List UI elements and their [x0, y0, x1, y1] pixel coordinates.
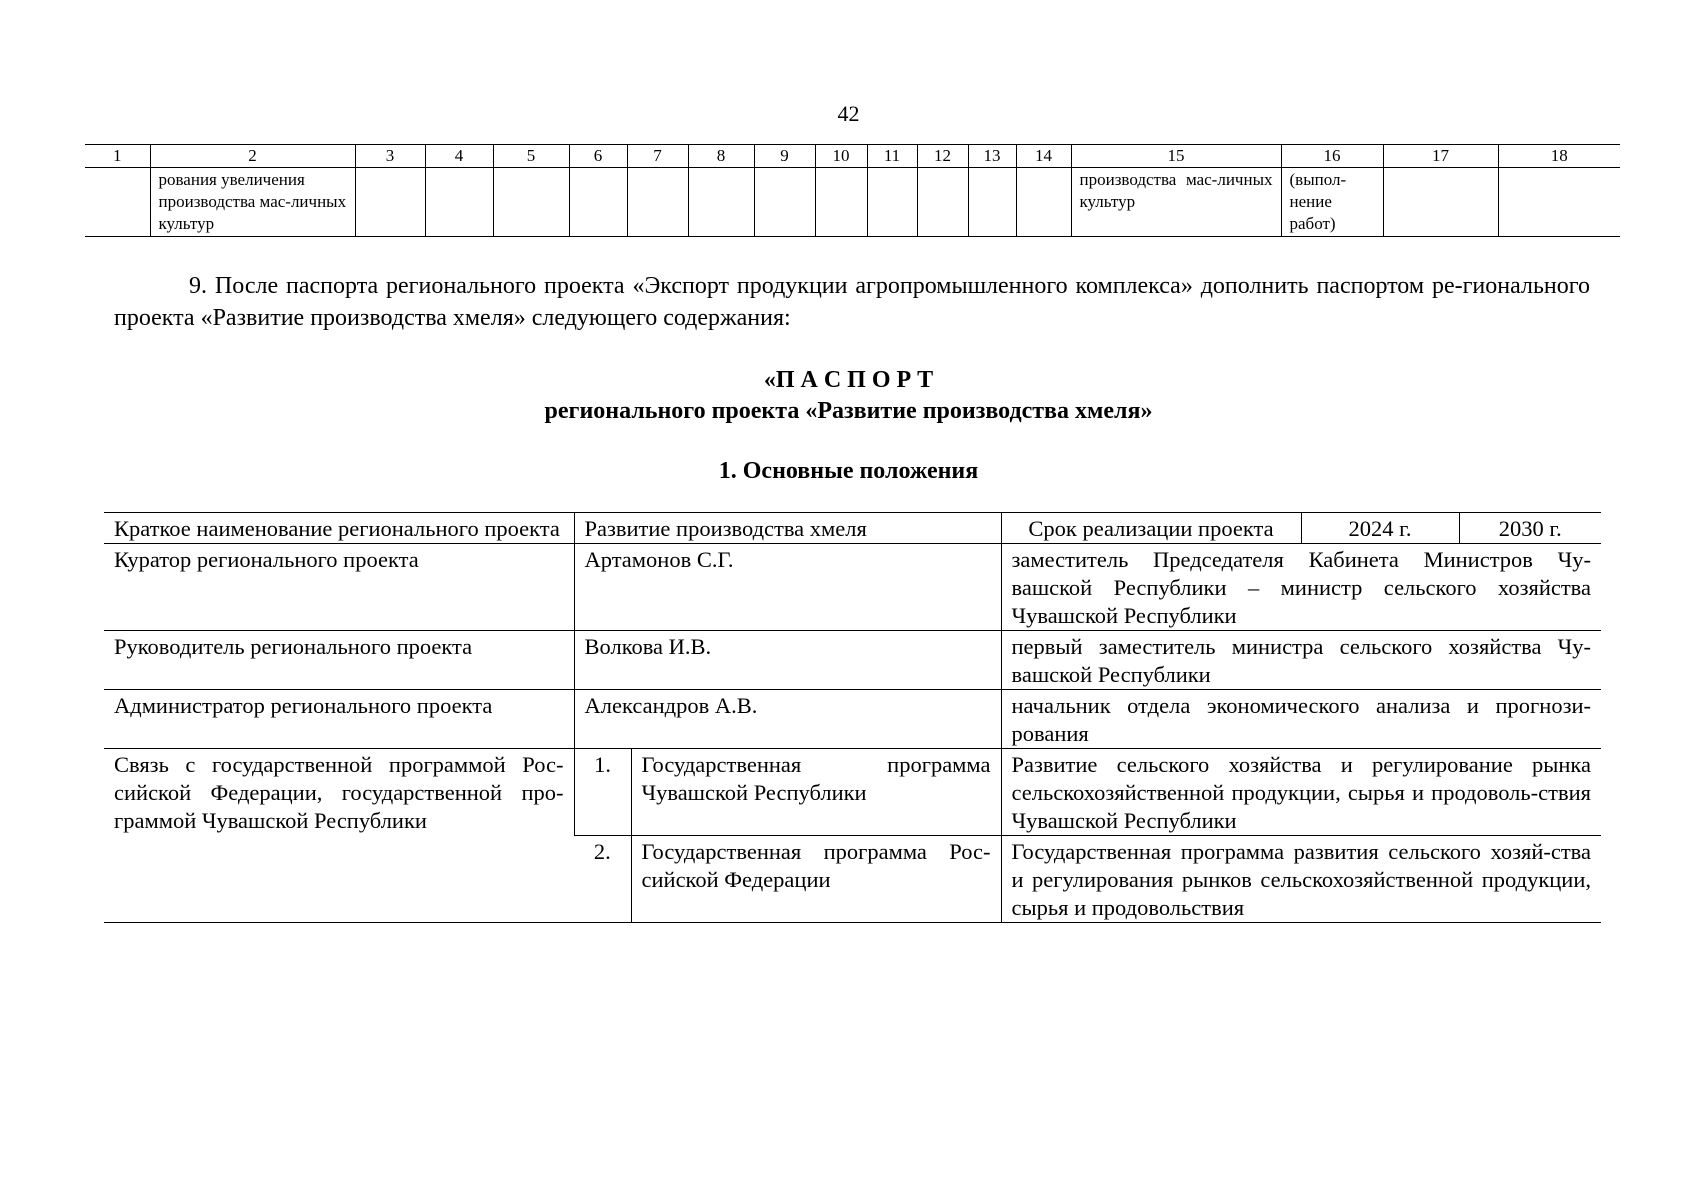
- program-type: Государственная программа Рос-сийской Федерации: [631, 836, 1001, 923]
- table-cell: [627, 168, 688, 237]
- table-cell: [754, 168, 815, 237]
- curator-label: Куратор регионального проекта: [104, 544, 574, 631]
- table-cell: [1383, 168, 1498, 237]
- page-number: 42: [837, 101, 860, 126]
- column-header: 5: [493, 145, 569, 168]
- column-header: 8: [688, 145, 754, 168]
- column-header: 13: [968, 145, 1016, 168]
- term-end: 2030 г.: [1459, 513, 1601, 544]
- column-header: 14: [1016, 145, 1071, 168]
- short-name-value: Развитие производства хмеля: [574, 513, 1001, 544]
- table-cell: [493, 168, 569, 237]
- program-type: Государственная программа Чувашской Республики: [631, 749, 1001, 836]
- column-header: 16: [1281, 145, 1383, 168]
- column-header: 10: [815, 145, 867, 168]
- table-cell: [968, 168, 1016, 237]
- continuation-row: [85, 168, 1620, 237]
- table-cell: [1498, 168, 1620, 237]
- table-row: [104, 513, 1601, 544]
- intro-paragraph: 9. После паспорта регионального проекта «Экспорт продукции агропромышленного комплекса» дополнить паспортом ре-гионального проекта «Развитие производства хмеля» следующего содержания:: [114, 273, 1590, 331]
- column-header: 6: [569, 145, 627, 168]
- column-header: 3: [355, 145, 425, 168]
- column-header: 11: [867, 145, 917, 168]
- main-positions-table: [104, 512, 1601, 923]
- passport-title: «П А С П О Р Т: [763, 367, 934, 393]
- column-header: 9: [754, 145, 815, 168]
- program-number: 1.: [574, 749, 631, 836]
- table-row: [104, 631, 1601, 690]
- column-header: 15: [1071, 145, 1281, 168]
- table-cell: [85, 168, 150, 237]
- table-cell: [1016, 168, 1071, 237]
- table-row: [104, 544, 1601, 631]
- table-cell: [569, 168, 627, 237]
- term-label: Срок реализации проекта: [1001, 513, 1301, 544]
- continuation-table: [85, 144, 1620, 237]
- table-row: [104, 690, 1601, 749]
- admin-name: Александров А.В.: [574, 690, 1001, 749]
- program-name: Государственная программа развития сельского хозяй-ства и регулирования рынков сельскохозяйственной продукции, сырья и продовольствия: [1001, 836, 1601, 923]
- table-cell: [815, 168, 867, 237]
- table-cell: производства мас-личных культур: [1071, 168, 1281, 237]
- column-header: 2: [150, 145, 355, 168]
- column-header: 1: [85, 145, 150, 168]
- term-start: 2024 г.: [1301, 513, 1459, 544]
- program-number: 2.: [574, 836, 631, 923]
- table-cell: [688, 168, 754, 237]
- head-name: Волкова И.В.: [574, 631, 1001, 690]
- column-header: 7: [627, 145, 688, 168]
- passport-subtitle: регионального проекта «Развитие производства хмеля»: [544, 398, 1153, 424]
- admin-position: начальник отдела экономического анализа и прогнози-рования: [1001, 690, 1601, 749]
- table-cell: [425, 168, 493, 237]
- column-header: 12: [917, 145, 968, 168]
- table-cell: [917, 168, 968, 237]
- head-label: Руководитель регионального проекта: [104, 631, 574, 690]
- short-name-label: Краткое наименование регионального проекта: [104, 513, 574, 544]
- curator-position: заместитель Председателя Кабинета Министров Чу-вашской Республики – министр сельского хозяйства Чувашской Республики: [1001, 544, 1601, 631]
- column-header: 17: [1383, 145, 1498, 168]
- program-link-label: Связь с государственной программой Рос-сийской Федерации, государственной про-граммой Чувашской Республики: [104, 749, 574, 923]
- program-name: Развитие сельского хозяйства и регулирование рынка сельскохозяйственной продукции, сырья и продоволь-ствия Чувашской Республики: [1001, 749, 1601, 836]
- table-row: [104, 749, 1601, 836]
- section-title: 1. Основные положения: [718, 458, 979, 484]
- table-cell: [355, 168, 425, 237]
- table-cell: [867, 168, 917, 237]
- table-cell: (выпол-нение работ): [1281, 168, 1383, 237]
- column-header: 4: [425, 145, 493, 168]
- head-position: первый заместитель министра сельского хозяйства Чу-вашской Республики: [1001, 631, 1601, 690]
- curator-name: Артамонов С.Г.: [574, 544, 1001, 631]
- continuation-header-row: [85, 145, 1620, 168]
- column-header: 18: [1498, 145, 1620, 168]
- admin-label: Администратор регионального проекта: [104, 690, 574, 749]
- table-cell: рования увеличения производства мас-личных культур: [150, 168, 355, 237]
